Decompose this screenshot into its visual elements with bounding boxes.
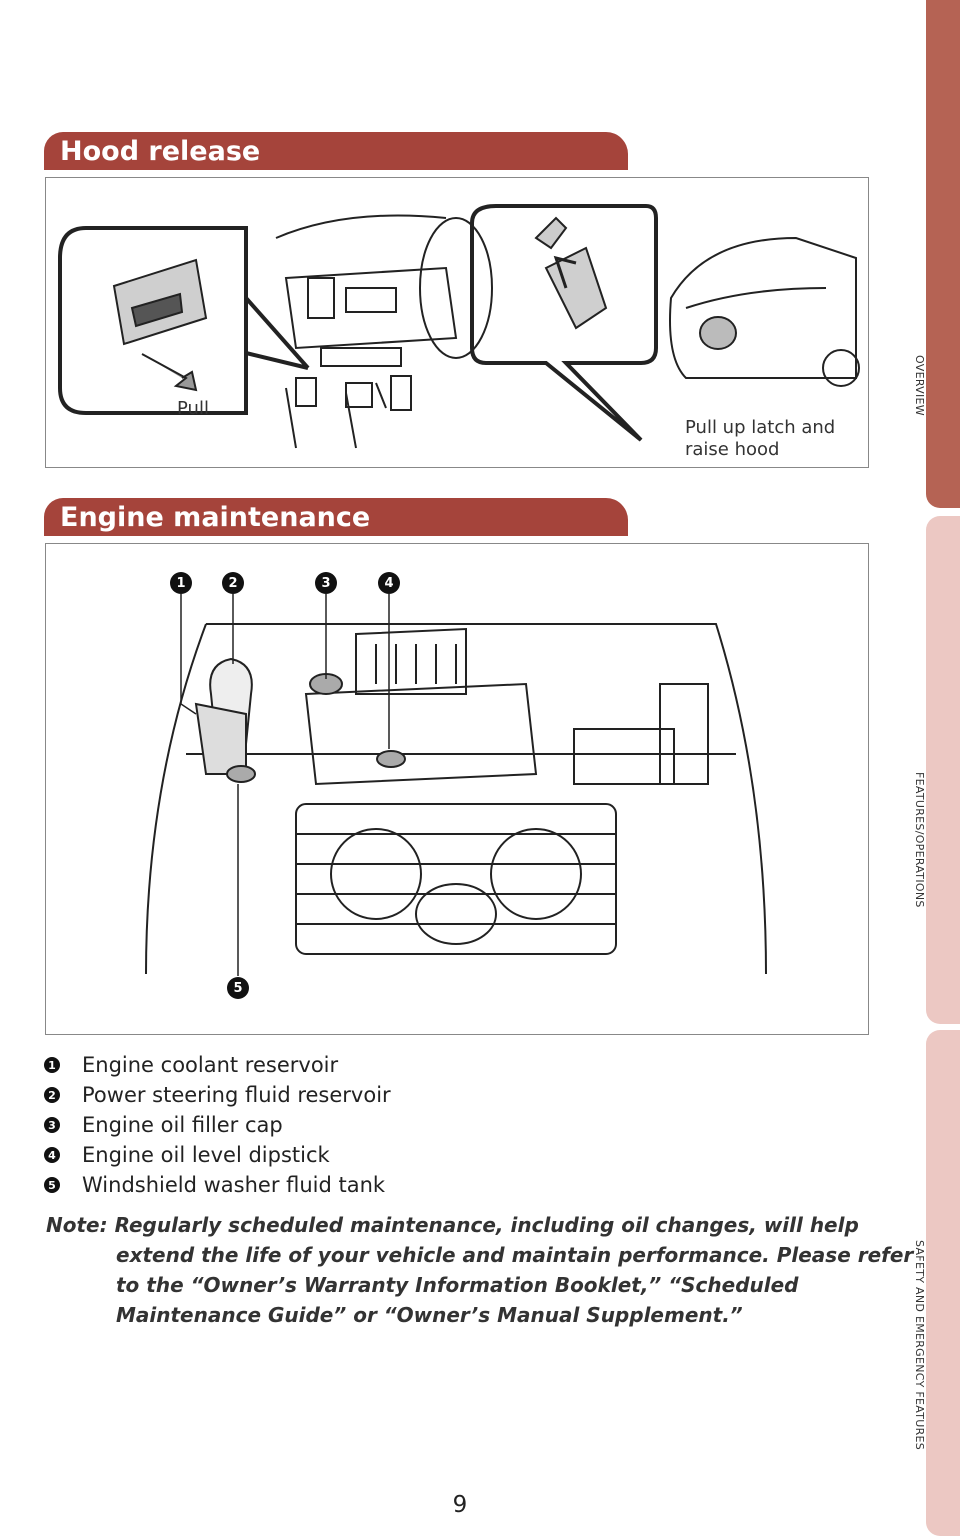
legend-label: Windshield washer fluid tank: [82, 1173, 386, 1197]
engine-bay-illustration: [45, 543, 869, 1035]
callout-1: 1: [170, 572, 192, 594]
tab-overview[interactable]: [926, 0, 960, 508]
legend-number: 5: [44, 1177, 60, 1193]
callout-2: 2: [222, 572, 244, 594]
legend-label: Engine oil level dipstick: [82, 1143, 330, 1167]
legend-label: Engine oil filler cap: [82, 1113, 283, 1137]
note-prefix: Note:: [46, 1213, 108, 1237]
page-number: 9: [452, 1492, 468, 1518]
side-label-overview: OVERVIEW: [913, 354, 926, 416]
legend-label: Engine coolant reservoir: [82, 1053, 339, 1077]
callout-3: 3: [315, 572, 337, 594]
legend-number: 3: [44, 1117, 60, 1133]
side-label-safety: SAFETY AND EMERGENCY FEATURES: [913, 1239, 926, 1451]
legend-item: [44, 1140, 884, 1170]
maintenance-note: [46, 1210, 936, 1330]
legend-number: 2: [44, 1087, 60, 1103]
legend-item: [44, 1170, 884, 1200]
callout-4: 4: [378, 572, 400, 594]
engine-maintenance-header: Engine maintenance: [44, 498, 628, 536]
hood-latch-caption: Pull up latch and raise hood: [685, 417, 836, 460]
legend-number: 4: [44, 1147, 60, 1163]
legend-item: [44, 1050, 884, 1080]
hood-pull-caption: Pull: [177, 398, 209, 419]
note-text: Regularly scheduled maintenance, including oil changes, will help extend the life of your vehicle and maintain performance. Please refer to the “Owner’s Warranty Information Booklet,” “Scheduled Maintenance Guide” or “Owner’s Manual Supplement.”: [114, 1213, 914, 1327]
legend-item: [44, 1080, 884, 1110]
legend-number: 1: [44, 1057, 60, 1073]
legend-label: Power steering fluid reservoir: [82, 1083, 391, 1107]
hood-release-header: Hood release: [44, 132, 628, 170]
callout-5: 5: [227, 977, 249, 999]
engine-legend: [44, 1050, 884, 1200]
engine-bay-drawing: [46, 544, 870, 1036]
tab-features-operations[interactable]: [926, 516, 960, 1024]
legend-item: [44, 1110, 884, 1140]
side-label-features: FEATURES/OPERATIONS: [913, 772, 926, 908]
